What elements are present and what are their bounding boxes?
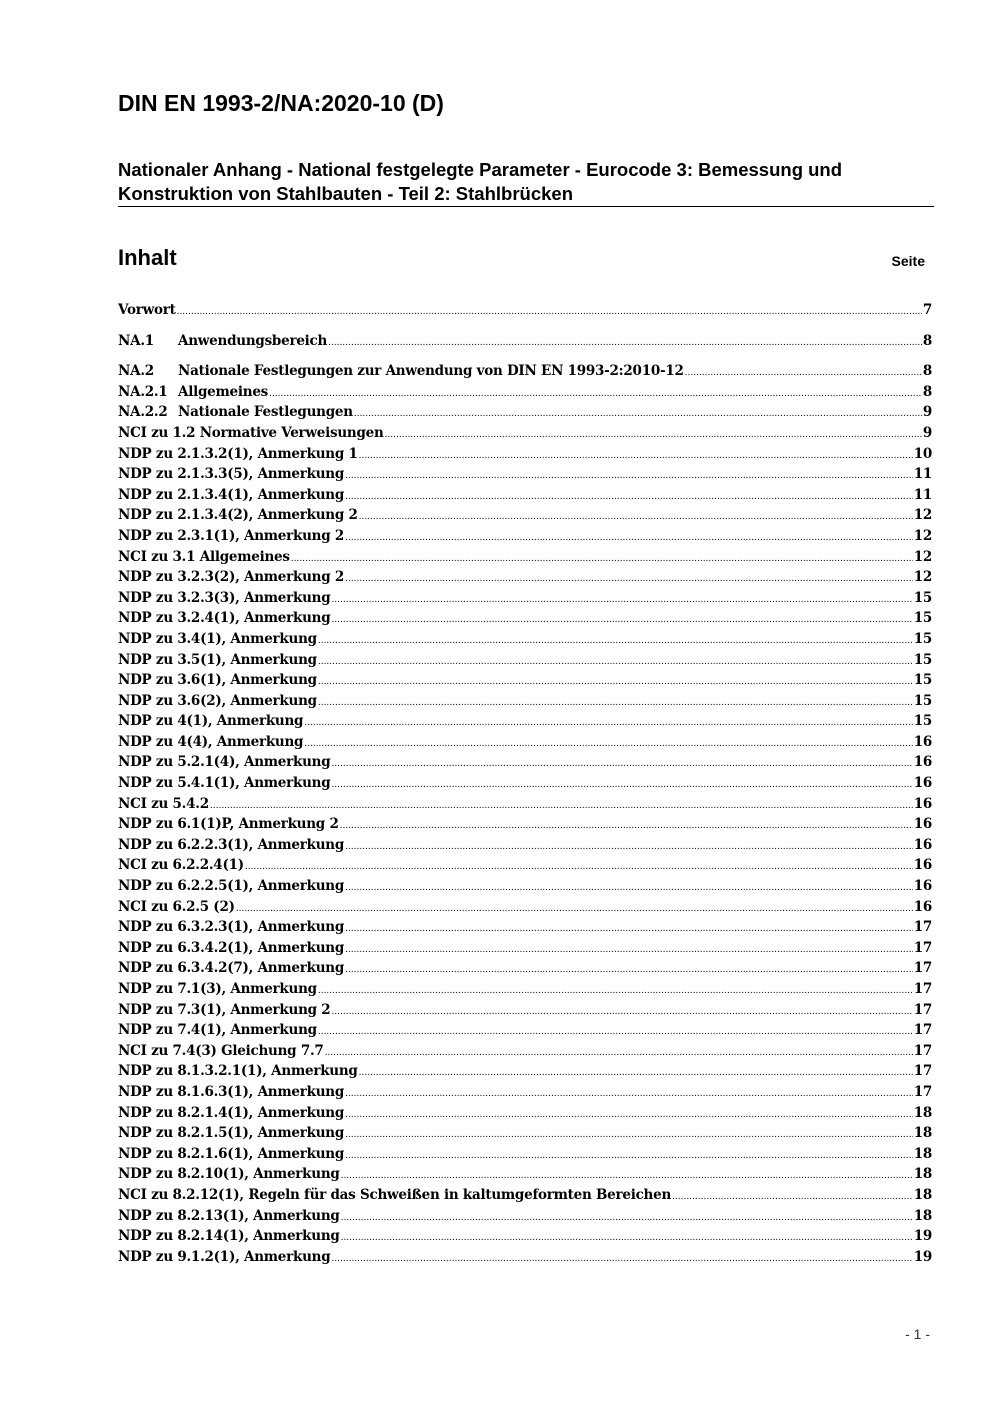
toc-entry[interactable]	[118, 608, 932, 629]
toc-entry[interactable]	[118, 876, 932, 897]
toc-leader-dots	[345, 1123, 913, 1146]
toc-leader-dots	[325, 1041, 913, 1064]
toc-entry-title: Nationale Festlegungen zur Anwendung von DIN EN 1993-2:2010-12	[178, 363, 684, 380]
toc-leader-dots	[318, 629, 913, 652]
toc-entry[interactable]	[118, 629, 932, 650]
toc-entry-title: NDP zu 8.2.14(1), Anmerkung	[118, 1228, 340, 1245]
toc-leader-dots	[304, 711, 912, 734]
toc-leader-dots	[685, 361, 922, 384]
toc-entry-page: 15	[913, 713, 932, 730]
toc-entry-page: 8	[922, 383, 932, 400]
toc-leader-dots	[345, 464, 913, 487]
toc-entry-page: 8	[922, 363, 932, 380]
toc-entry-page: 15	[913, 630, 932, 647]
toc-entry[interactable]	[118, 1247, 932, 1268]
toc-entry-title: NDP zu 6.2.2.5(1), Anmerkung	[118, 878, 345, 895]
document-subtitle: Nationaler Anhang - National festgelegte Parameter - Eurocode 3: Bemessung und Konstruktion von Stahlbauten - Teil 2: Stahlbrücken	[118, 159, 843, 204]
toc-entry[interactable]	[118, 1000, 932, 1021]
toc-entry-title: NDP zu 6.3.2.3(1), Anmerkung	[118, 919, 345, 936]
toc-entry-page: 10	[913, 445, 932, 462]
toc-leader-dots	[318, 650, 913, 673]
toc-entry-page: 16	[913, 836, 932, 853]
toc-entry-number: NA.2.2	[118, 404, 168, 421]
toc-entry-page: 15	[913, 651, 932, 668]
toc-entry[interactable]	[118, 382, 932, 403]
toc-entry[interactable]	[118, 773, 932, 794]
toc-entry-title: NDP zu 7.3(1), Anmerkung 2	[118, 1001, 331, 1018]
toc-leader-dots	[345, 1144, 913, 1167]
toc-entry-title: NCI zu 3.1 Allgemeines	[118, 548, 290, 565]
toc-entry-title: Vorwort	[118, 302, 176, 318]
toc-entry[interactable]	[118, 814, 932, 835]
toc-entry-number: NA.2.1	[118, 383, 168, 400]
toc-leader-dots	[345, 526, 913, 549]
toc-entry[interactable]	[118, 567, 932, 588]
toc-entry-page: 17	[913, 1022, 932, 1039]
toc-leader-dots	[354, 402, 922, 425]
toc-leader-dots	[345, 1082, 913, 1105]
toc-entry-page: 17	[913, 1063, 932, 1080]
toc-entry[interactable]	[118, 1123, 932, 1144]
toc-leader-dots	[331, 773, 912, 796]
toc-entry[interactable]	[118, 732, 932, 753]
toc-entry-title: Nationale Festlegungen	[178, 404, 353, 421]
toc-entry-page: 12	[913, 569, 932, 586]
toc-entry-title: NCI zu 6.2.2.4(1)	[118, 857, 244, 874]
toc-entry[interactable]	[118, 300, 932, 321]
toc-leader-dots	[331, 588, 912, 611]
toc-entry-number: NA.2	[118, 363, 154, 380]
toc-entry-page: 17	[913, 1042, 932, 1059]
toc-leader-dots	[345, 835, 913, 858]
title-divider	[118, 206, 934, 207]
toc-entry[interactable]	[118, 1041, 932, 1062]
toc-entry-page: 17	[913, 939, 932, 956]
toc-entry[interactable]	[118, 794, 932, 815]
toc-leader-dots	[345, 567, 913, 590]
toc-leader-dots	[318, 979, 913, 1002]
toc-leader-dots	[304, 732, 912, 755]
toc-entry-title: NDP zu 8.2.1.4(1), Anmerkung	[118, 1104, 345, 1121]
toc-entry[interactable]	[118, 670, 932, 691]
toc-leader-dots	[341, 1206, 913, 1229]
toc-entry[interactable]	[118, 505, 932, 526]
toc-entry[interactable]	[118, 361, 932, 382]
toc-entry-page: 17	[913, 919, 932, 936]
toc-leader-dots	[385, 423, 922, 446]
toc-entry-title: NDP zu 2.1.3.4(2), Anmerkung 2	[118, 507, 358, 524]
toc-entry[interactable]	[118, 1082, 932, 1103]
toc-entry-title: NDP zu 4(4), Anmerkung	[118, 733, 304, 750]
toc-entry-page: 19	[913, 1248, 932, 1265]
toc-entry-page: 16	[913, 878, 932, 895]
toc-entry-page: 8	[922, 332, 932, 349]
toc-entry-title: NCI zu 8.2.12(1), Regeln für das Schweißen in kaltumgeformten Bereichen	[118, 1186, 672, 1203]
toc-entry[interactable]	[118, 979, 932, 1000]
toc-leader-dots	[331, 1000, 912, 1023]
toc-entry-page: 18	[913, 1145, 932, 1162]
toc-entry-title: NDP zu 2.1.3.4(1), Anmerkung	[118, 486, 345, 503]
toc-entry-page: 16	[913, 795, 932, 812]
toc-entry-title: NDP zu 8.1.3.2.1(1), Anmerkung	[118, 1063, 358, 1080]
toc-entry-title: NDP zu 5.2.1(4), Anmerkung	[118, 754, 331, 771]
toc-entry[interactable]	[118, 938, 932, 959]
toc-entry[interactable]	[118, 588, 932, 609]
toc-entry-page: 9	[922, 404, 932, 421]
toc-entry-title: NDP zu 8.2.13(1), Anmerkung	[118, 1207, 340, 1224]
toc-entry-title: NCI zu 7.4(3) Gleichung 7.7	[118, 1042, 324, 1059]
toc-entry[interactable]	[118, 1020, 932, 1041]
toc-entry-page: 18	[913, 1186, 932, 1203]
toc-entry[interactable]	[118, 691, 932, 712]
toc-entry[interactable]	[118, 423, 932, 444]
toc-entry-page: 7	[922, 302, 932, 318]
toc-entry-title: Anwendungsbereich	[178, 332, 328, 349]
toc-entry-page: 12	[913, 507, 932, 524]
toc-entry-title: NDP zu 7.1(3), Anmerkung	[118, 981, 317, 997]
page-number: - 1 -	[905, 1326, 930, 1342]
toc-entry[interactable]	[118, 917, 932, 938]
toc-entry-page: 16	[913, 857, 932, 874]
toc-heading: Inhalt	[118, 245, 177, 270]
toc-entry[interactable]	[118, 1185, 932, 1206]
toc-entry-title: NDP zu 8.2.1.5(1), Anmerkung	[118, 1125, 345, 1142]
table-of-contents	[118, 300, 932, 1267]
toc-entry-page: 18	[913, 1104, 932, 1121]
toc-leader-dots	[318, 670, 913, 693]
toc-entry-page: 17	[913, 960, 932, 977]
toc-leader-dots	[331, 608, 912, 631]
toc-entry[interactable]	[118, 464, 932, 485]
toc-entry[interactable]	[118, 1103, 932, 1124]
toc-entry[interactable]	[118, 1206, 932, 1227]
toc-leader-dots	[318, 1020, 913, 1043]
toc-entry-title: NDP zu 6.3.4.2(1), Anmerkung	[118, 939, 345, 956]
toc-entry-page: 12	[913, 548, 932, 565]
toc-entry-page: 15	[913, 610, 932, 627]
toc-leader-dots	[341, 1164, 913, 1187]
toc-entry-title: NDP zu 6.2.2.3(1), Anmerkung	[118, 836, 345, 853]
toc-entry-title: NDP zu 3.2.3(2), Anmerkung 2	[118, 569, 345, 586]
toc-entry-title: NDP zu 2.1.3.3(5), Anmerkung	[118, 466, 345, 483]
toc-entry[interactable]	[118, 711, 932, 732]
toc-entry-title: NDP zu 3.6(1), Anmerkung	[118, 672, 317, 689]
toc-entry-title: Allgemeines	[178, 383, 269, 400]
toc-entry-page: 12	[913, 527, 932, 544]
toc-entry[interactable]	[118, 752, 932, 773]
toc-entry[interactable]	[118, 835, 932, 856]
toc-entry-title: NCI zu 5.4.2	[118, 795, 209, 812]
toc-entry-title: NDP zu 3.6(2), Anmerkung	[118, 692, 317, 709]
toc-entry-page: 17	[913, 1083, 932, 1100]
toc-entry-title: NDP zu 2.1.3.2(1), Anmerkung 1	[118, 445, 358, 462]
toc-entry[interactable]	[118, 650, 932, 671]
toc-leader-dots	[345, 876, 913, 899]
toc-entry[interactable]	[118, 485, 932, 506]
toc-leader-dots	[236, 897, 913, 920]
toc-page-column-label: Seite	[891, 253, 925, 269]
toc-entry[interactable]	[118, 526, 932, 547]
toc-entry-title: NDP zu 4(1), Anmerkung	[118, 713, 304, 730]
toc-entry-page: 16	[913, 754, 932, 771]
toc-entry[interactable]	[118, 897, 932, 918]
toc-leader-dots	[328, 331, 922, 354]
toc-leader-dots	[331, 1247, 912, 1270]
toc-entry[interactable]	[118, 958, 932, 979]
toc-entry[interactable]	[118, 1061, 932, 1082]
toc-entry-title: NDP zu 8.2.10(1), Anmerkung	[118, 1166, 340, 1183]
toc-entry-page: 16	[913, 898, 932, 915]
toc-entry[interactable]	[118, 402, 932, 423]
toc-leader-dots	[291, 547, 913, 570]
toc-entry[interactable]	[118, 331, 932, 352]
toc-entry-title: NCI zu 6.2.5 (2)	[118, 898, 235, 915]
toc-entry-title: NDP zu 6.3.4.2(7), Anmerkung	[118, 960, 345, 977]
toc-leader-dots	[345, 1103, 913, 1126]
toc-entry-title: NDP zu 9.1.2(1), Anmerkung	[118, 1248, 331, 1265]
toc-leader-dots	[269, 382, 922, 405]
toc-entry-page: 18	[913, 1207, 932, 1224]
toc-entry-page: 19	[913, 1228, 932, 1245]
toc-entry-page: 16	[913, 775, 932, 792]
toc-entry[interactable]	[118, 547, 932, 568]
toc-entry-title: NDP zu 2.3.1(1), Anmerkung 2	[118, 527, 345, 544]
toc-entry[interactable]	[118, 855, 932, 876]
toc-leader-dots	[341, 1226, 913, 1249]
toc-entry-title: NDP zu 3.5(1), Anmerkung	[118, 651, 317, 668]
toc-leader-dots	[345, 938, 913, 961]
toc-entry-title: NDP zu 6.1(1)P, Anmerkung 2	[118, 816, 339, 833]
toc-leader-dots	[345, 958, 913, 981]
toc-entry-page: 15	[913, 692, 932, 709]
toc-entry-title: NDP zu 3.4(1), Anmerkung	[118, 630, 317, 647]
toc-entry-title: NDP zu 8.1.6.3(1), Anmerkung	[118, 1083, 345, 1100]
toc-entry-title: NDP zu 8.2.1.6(1), Anmerkung	[118, 1145, 345, 1162]
toc-leader-dots	[359, 444, 913, 467]
toc-entry[interactable]	[118, 444, 932, 465]
toc-entry[interactable]	[118, 1226, 932, 1247]
toc-leader-dots	[359, 505, 913, 528]
toc-leader-dots	[318, 691, 913, 714]
toc-entry-page: 15	[913, 589, 932, 606]
toc-entry-page: 17	[913, 981, 932, 997]
toc-entry-page: 18	[913, 1125, 932, 1142]
toc-leader-dots	[359, 1061, 913, 1084]
toc-entry-page: 16	[913, 733, 932, 750]
toc-entry-title: NCI zu 1.2 Normative Verweisungen	[118, 424, 384, 441]
toc-entry-page: 16	[913, 816, 932, 833]
toc-entry-title: NDP zu 3.2.4(1), Anmerkung	[118, 610, 331, 627]
toc-leader-dots	[177, 300, 922, 323]
toc-entry-title: NDP zu 7.4(1), Anmerkung	[118, 1022, 317, 1039]
toc-entry-page: 9	[922, 424, 932, 441]
toc-entry-page: 17	[913, 1001, 932, 1018]
toc-entry-title: NDP zu 5.4.1(1), Anmerkung	[118, 775, 331, 792]
toc-entry-page: 15	[913, 672, 932, 689]
toc-entry-title: NDP zu 3.2.3(3), Anmerkung	[118, 589, 331, 606]
toc-leader-dots	[210, 794, 913, 817]
toc-entry-page: 11	[913, 466, 932, 483]
toc-leader-dots	[345, 917, 913, 940]
toc-entry[interactable]	[118, 1144, 932, 1165]
toc-leader-dots	[345, 485, 913, 508]
toc-entry-number: NA.1	[118, 332, 154, 349]
toc-leader-dots	[245, 855, 913, 878]
document-title: DIN EN 1993-2/NA:2020-10 (D)	[118, 90, 444, 116]
toc-entry-page: 18	[913, 1166, 932, 1183]
toc-leader-dots	[331, 752, 912, 775]
toc-entry-page: 11	[913, 486, 932, 503]
toc-leader-dots	[340, 814, 913, 837]
toc-leader-dots	[672, 1185, 913, 1208]
toc-entry[interactable]	[118, 1164, 932, 1185]
